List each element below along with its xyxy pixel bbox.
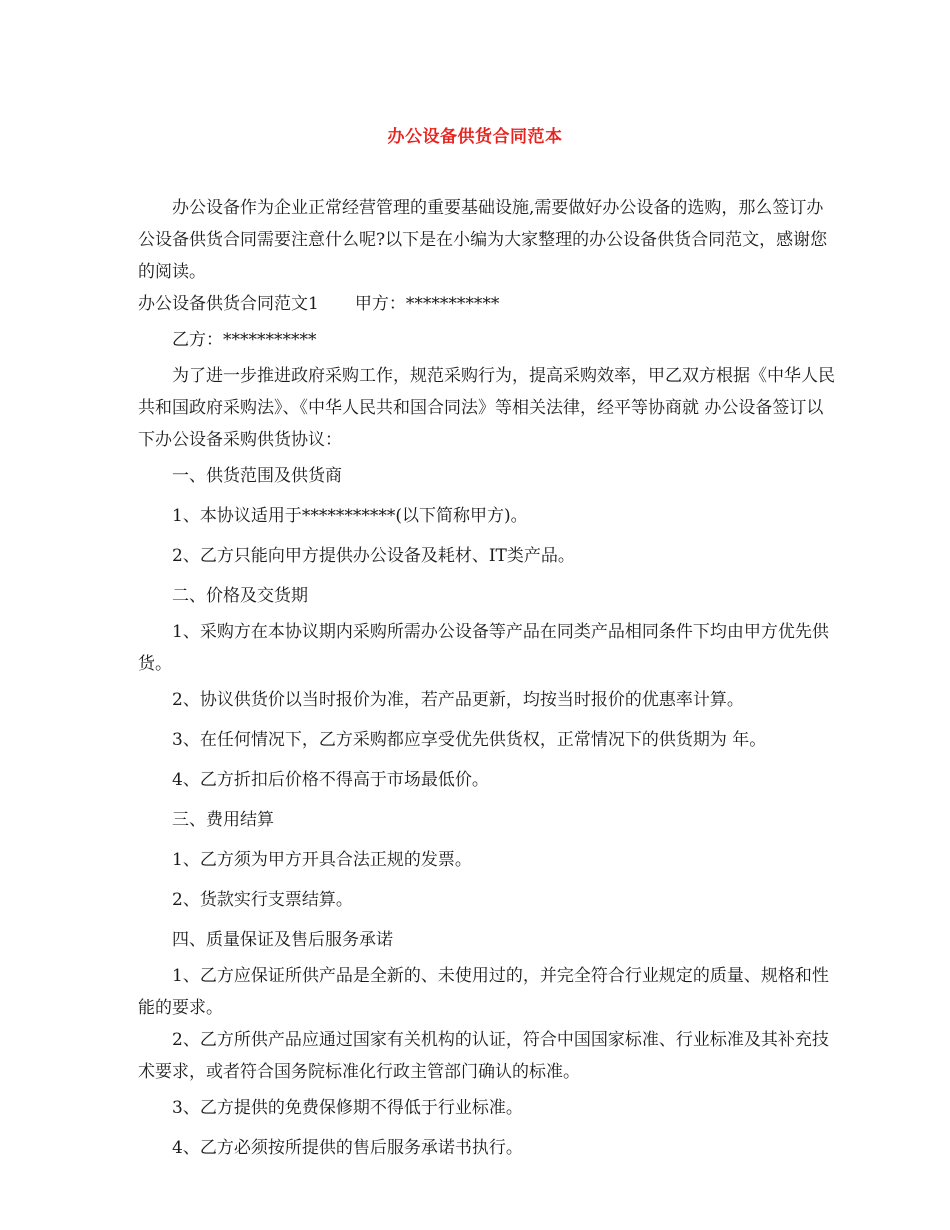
preamble-paragraph: 为了进一步推进政府采购工作，规范采购行为，提高采购效率，甲乙双方根据《中华人民共和国政府采购法》、《中华人民共和国合同法》等相关法律，经平等协商就 办公设备签订以下办公设备采购供货协议： bbox=[138, 366, 835, 450]
intro-paragraph: 办公设备作为企业正常经营管理的重要基础设施,需要做好办公设备的选购，那么签订办公设备供货合同需要注意什么呢?以下是在小编为大家整理的办公设备供货合同范文，感谢您的阅读。 bbox=[138, 198, 828, 282]
party-a: 甲方：*********** bbox=[354, 294, 500, 314]
clause: 1、乙方须为甲方开具合法正规的发票。 bbox=[172, 850, 472, 870]
sample-heading-line bbox=[138, 288, 838, 320]
document-title: 办公设备供货合同范本 bbox=[387, 127, 563, 147]
document-body bbox=[138, 192, 838, 1168]
clause: 1、乙方应保证所供产品是全新的、未使用过的，并完全符合行业规定的质量、规格和性能的要求。 bbox=[138, 966, 829, 1018]
sample-heading: 办公设备供货合同范文1 bbox=[138, 294, 319, 314]
clause: 2、乙方所供产品应通过国家有关机构的认证，符合中国国家标准、行业标准及其补充技术要求，或者符合国务院标准化行政主管部门确认的标准。 bbox=[138, 1030, 829, 1082]
clause: 2、乙方只能向甲方提供办公设备及耗材、IT类产品。 bbox=[172, 546, 575, 566]
clause: 3、乙方提供的免费保修期不得低于行业标准。 bbox=[172, 1098, 523, 1118]
clause: 1、本协议适用于***********(以下简称甲方)。 bbox=[172, 506, 528, 526]
clause: 3、在任何情况下，乙方采购都应享受优先供货权，正常情况下的供货期为 年。 bbox=[172, 730, 767, 750]
clause: 4、乙方必须按所提供的售后服务承诺书执行。 bbox=[172, 1138, 523, 1158]
section-heading: 二、价格及交货期 bbox=[172, 586, 308, 606]
clause: 2、协议供货价以当时报价为准，若产品更新，均按当时报价的优惠率计算。 bbox=[172, 690, 744, 710]
clause: 1、采购方在本协议期内采购所需办公设备等产品在同类产品相同条件下均由甲方优先供货。 bbox=[138, 622, 829, 674]
party-b: 乙方：*********** bbox=[172, 330, 317, 350]
section-heading: 四、质量保证及售后服务承诺 bbox=[172, 930, 393, 950]
section-heading: 一、供货范围及供货商 bbox=[172, 466, 342, 486]
clause: 4、乙方折扣后价格不得高于市场最低价。 bbox=[172, 770, 489, 790]
clause: 2、货款实行支票结算。 bbox=[172, 890, 353, 910]
section-heading: 三、费用结算 bbox=[172, 810, 274, 830]
